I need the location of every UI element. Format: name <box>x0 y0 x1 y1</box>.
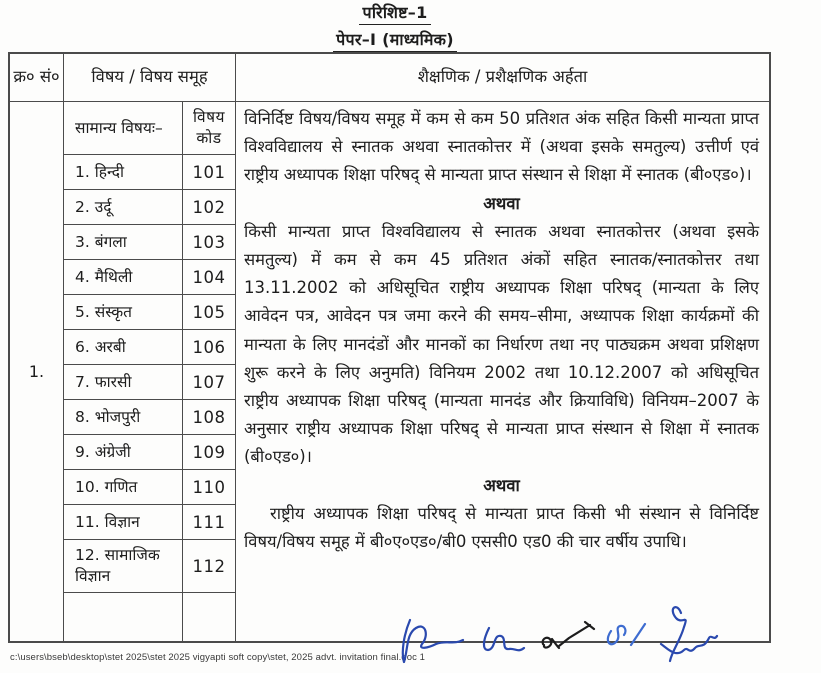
subject-code: 103 <box>192 232 226 252</box>
subject-code: 104 <box>192 267 226 287</box>
subject-code: 106 <box>192 337 226 357</box>
qualification-para-1: विनिर्दिष्ट विषय/विषय समूह में कम से कम 50 प्रतिशत अंक सहित किसी मान्यता प्राप्त विश्वविद्यालय से स्नातक अथवा स्नातकोत्तर में (अथवा इसके समतुल्य) उत्तीर्ण एवं राष्ट्रीय अध्यापक शिक्षा परिषद् से मान्यता प्राप्त संस्थान से शिक्षा में स्नातक (बी०एड०)। <box>244 109 759 185</box>
subjects-table <box>64 102 235 641</box>
subject-label: 4. मैथिली <box>64 260 183 294</box>
file-path: c:\users\bseb\desktop\stet 2025\stet 2025 vigyapti soft copy\stet, 2025 advt. invitation final.doc 1 <box>10 652 426 663</box>
signature-5 <box>661 607 717 661</box>
signature-2 <box>484 628 524 650</box>
subject-row <box>64 295 235 330</box>
subject-code: 109 <box>192 442 226 462</box>
page-subtitle: पेपर–I (माध्यमिक) <box>333 28 457 52</box>
subject-label: 8. भोजपुरी <box>64 400 183 434</box>
subject-label: 12. सामाजिक विज्ञान <box>64 540 183 592</box>
subject-label: 3. बंगला <box>64 225 183 259</box>
page-title: परिशिष्ट–1 <box>359 1 430 25</box>
subject-row <box>64 540 235 593</box>
subjects-empty-row <box>64 593 235 641</box>
subject-row <box>64 365 235 400</box>
subject-label: 10. गणित <box>64 470 183 504</box>
qualification-para-2: किसी मान्यता प्राप्त विश्वविद्यालय से स्नातक अथवा स्नातकोत्तर (अथवा इसके समतुल्य) में कम से कम 45 प्रतिशत अंकों सहित स्नातक/स्नातकोत्तर तथा 13.11.2002 को अधिसूचित राष्ट्रीय अध्यापक शिक्षा परिषद् (मान्यता के लिए आवेदन पत्र, आवेदन पत्र जमा करने की समय–सीमा, अध्यापक शिक्षा कार्यक्रमों की मान्यता के लिए मानदंडों और मानकों का निर्धारण तथा नए पाठ्यक्रम अथवा प्रशिक्षण शुरू करने के लिए अनुमति) विनियम 2002 तथा 10.12.2007 को अधिसूचित राष्ट्रीय अध्यापक शिक्षा परिषद् (मान्यता मानदंड और क्रियाविधि) विनियम–2007 के अनुसार राष्ट्रीय अध्यापक शिक्षा परिषद् से मान्यता प्राप्त संस्थान से शिक्षा में स्नातक (बी०एड०)। <box>244 221 759 467</box>
subject-code: 111 <box>192 512 226 532</box>
subjects-header-label: सामान्य विषयः– <box>64 102 183 154</box>
subject-code: 108 <box>192 407 226 427</box>
subject-row <box>64 260 235 295</box>
subject-code: 110 <box>192 477 226 497</box>
header-qualification: शैक्षणिक / प्रशैक्षणिक अर्हता <box>236 54 769 102</box>
or-separator: अथवा <box>483 193 520 213</box>
subject-row <box>64 400 235 435</box>
qualification-text <box>236 102 769 556</box>
subjects-header-code: विषय कोड <box>192 108 226 147</box>
subject-label: 6. अरबी <box>64 330 183 364</box>
subject-code: 107 <box>192 372 226 392</box>
empty-cell <box>183 593 235 641</box>
signature-marks <box>388 600 728 673</box>
subject-label: 2. उर्दू <box>64 190 183 224</box>
subject-row <box>64 330 235 365</box>
signature-3 <box>543 622 594 648</box>
qualification-table <box>8 52 771 643</box>
subject-row <box>64 435 235 470</box>
subjects-cell <box>64 102 236 641</box>
subject-label: 5. संस्कृत <box>64 295 183 329</box>
empty-cell <box>64 593 183 641</box>
qualification-para-3: राष्ट्रीय अध्यापक शिक्षा परिषद् से मान्यता प्राप्त किसी भी संस्थान से विनिर्दिष्ट विषय/विषय समूह में बी०ए०एड०/बी0 एससी0 एड0 की चार वर्षीय उपाधि। <box>244 503 759 552</box>
subject-row <box>64 155 235 190</box>
qualification-cell <box>236 102 769 641</box>
subject-row <box>64 505 235 540</box>
subject-label: 7. फारसी <box>64 365 183 399</box>
subject-label: 9. अंग्रेजी <box>64 435 183 469</box>
subject-label: 1. हिन्दी <box>64 155 183 189</box>
subject-code: 112 <box>192 556 226 576</box>
subject-row <box>64 190 235 225</box>
subject-code: 101 <box>192 162 226 182</box>
heading-block <box>0 1 790 55</box>
serial-number: 1. <box>10 102 64 641</box>
header-serial: क्र० सं० <box>10 54 64 102</box>
subjects-header-row <box>64 102 235 155</box>
signature-1 <box>403 620 463 662</box>
subject-row <box>64 470 235 505</box>
subject-code: 102 <box>192 197 226 217</box>
subject-row <box>64 225 235 260</box>
header-subject-group: विषय / विषय समूह <box>64 54 236 102</box>
subject-label: 11. विज्ञान <box>64 505 183 539</box>
or-separator: अथवा <box>483 475 520 495</box>
table-header-row <box>10 54 769 102</box>
subject-code: 105 <box>192 302 226 322</box>
table-body-row <box>10 102 769 641</box>
signature-4 <box>608 624 645 645</box>
